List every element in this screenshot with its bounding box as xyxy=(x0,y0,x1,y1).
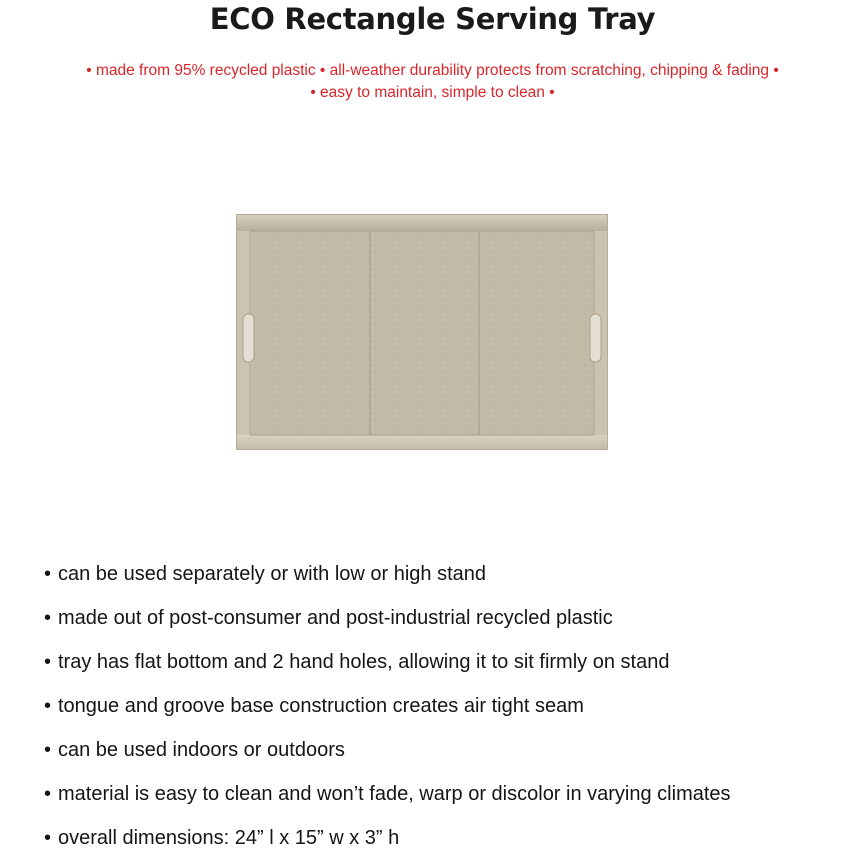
bullet-icon: • xyxy=(44,783,52,805)
feature-text: tray has flat bottom and 2 hand holes, allowing it to sit firmly on stand xyxy=(58,651,670,673)
bullet-icon: • xyxy=(44,607,52,629)
feature-item xyxy=(44,604,731,648)
feature-text: can be used indoors or outdoors xyxy=(58,739,345,761)
feature-item xyxy=(44,736,731,780)
feature-item xyxy=(44,824,731,868)
feature-text: overall dimensions: 24” l x 15” w x 3” h xyxy=(58,827,400,849)
feature-text: material is easy to clean and won’t fade, warp or discolor in varying climates xyxy=(58,783,731,805)
tagline-line-2: • easy to maintain, simple to clean • xyxy=(310,84,555,101)
feature-text: tongue and groove base construction creates air tight seam xyxy=(58,695,584,717)
feature-item xyxy=(44,780,731,824)
feature-text: made out of post-consumer and post-industrial recycled plastic xyxy=(58,607,613,629)
feature-list xyxy=(44,560,731,868)
tray-product-image xyxy=(236,214,608,450)
product-title: ECO Rectangle Serving Tray xyxy=(209,2,656,36)
bullet-icon: • xyxy=(44,651,52,673)
bullet-icon: • xyxy=(44,563,52,585)
bullet-icon: • xyxy=(44,695,52,717)
feature-item xyxy=(44,560,731,604)
bullet-icon: • xyxy=(44,827,52,849)
tray-illustration xyxy=(236,214,608,450)
tagline-line-1: • made from 95% recycled plastic • all-weather durability protects from scratching, chipping & fading • xyxy=(86,62,779,79)
feature-text: can be used separately or with low or high stand xyxy=(58,563,487,585)
feature-item xyxy=(44,692,731,736)
feature-item xyxy=(44,648,731,692)
bullet-icon: • xyxy=(44,739,52,761)
